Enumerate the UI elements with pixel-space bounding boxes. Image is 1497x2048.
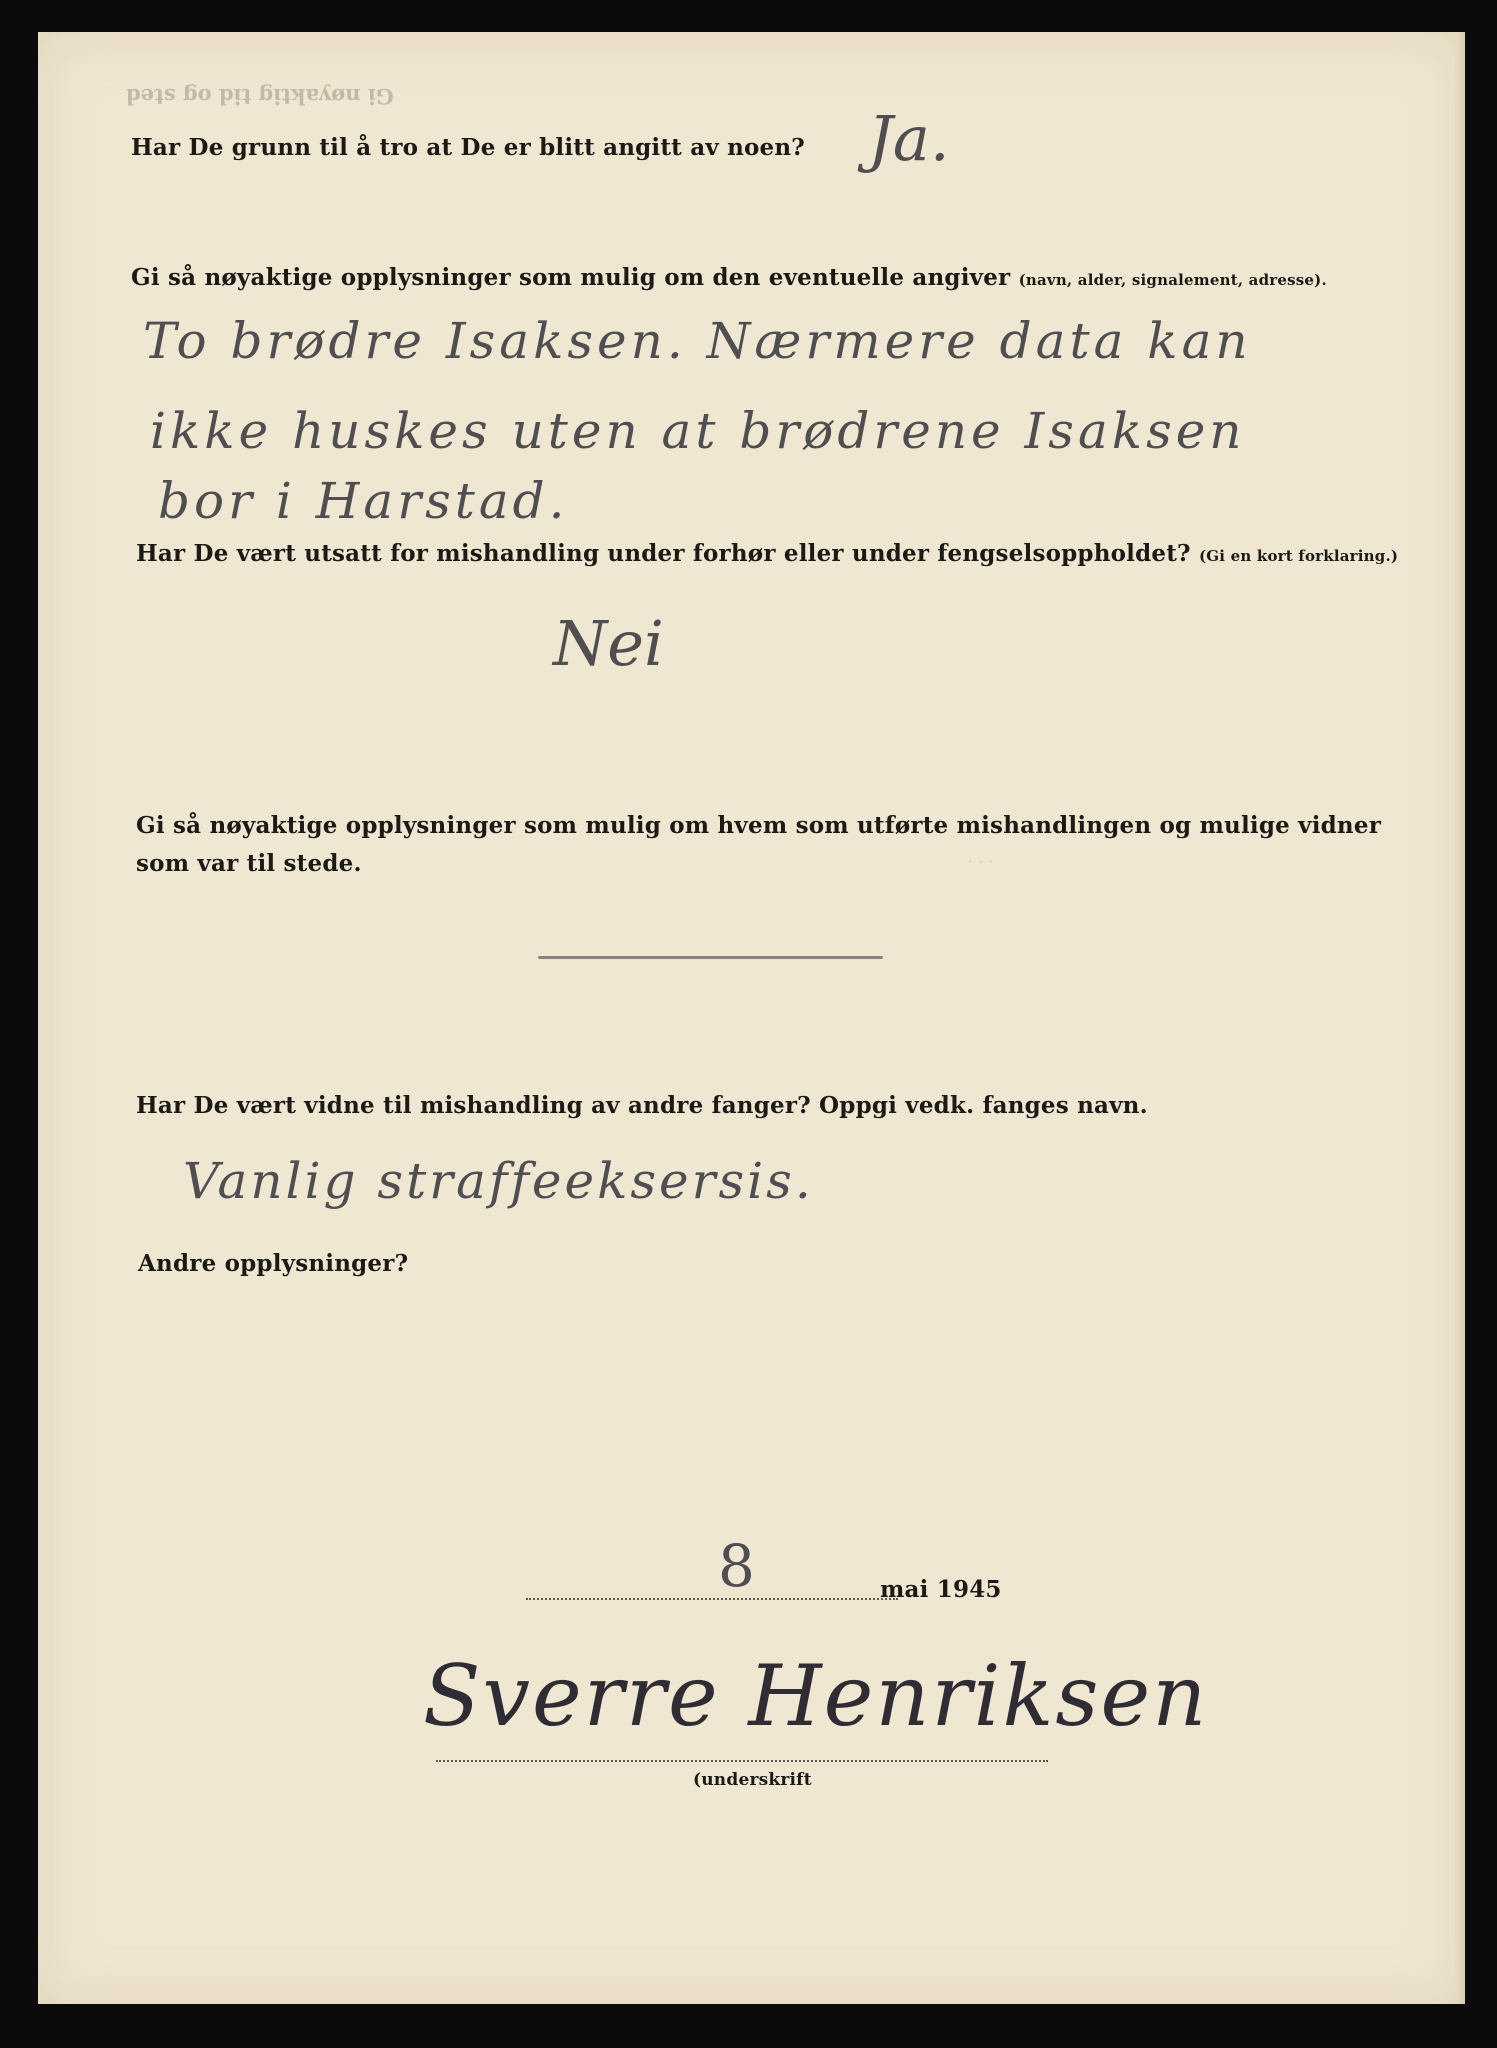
question-utforte-line-1: Gi så nøyaktige opplysninger som mulig om hvem som utførte mishandlingen og mulige vidner <box>136 812 1382 839</box>
question-mishandling <box>136 540 1398 567</box>
answer-mishandling: Nei <box>553 607 664 680</box>
question-mishandling-text: Har De vært utsatt for mishandling under forhør eller under fengselsoppholdet? <box>136 540 1191 567</box>
date-month-year: mai 1945 <box>880 1576 1002 1603</box>
question-angiver-hint: (navn, alder, signalement, adresse). <box>1018 271 1327 289</box>
question-vidne: Har De vært vidne til mishandling av andre fanger? Oppgi vedk. fanges navn. <box>136 1092 1148 1119</box>
document-page <box>38 32 1465 2004</box>
answer-angiver-line-2: ikke huskes uten at brødrene Isaksen <box>150 402 1246 460</box>
date-dotted-line <box>526 1598 898 1600</box>
bleed-through-text: Gi nøyaktig tid og sted <box>126 84 394 109</box>
signature: Sverre Henriksen <box>423 1647 1209 1745</box>
answer-vidne: Vanlig straffeeksersis. <box>183 1152 814 1210</box>
signature-caption: (underskrift <box>693 1770 812 1790</box>
bleed-through-marks: · · · <box>968 852 994 871</box>
answer-angitt: Ja. <box>868 102 950 175</box>
question-mishandling-hint: (Gi en kort forklaring.) <box>1198 547 1399 565</box>
question-angiver <box>131 264 1327 291</box>
answer-angiver-line-3: bor i Harstad. <box>158 472 569 530</box>
question-andre: Andre opplysninger? <box>138 1250 409 1277</box>
answer-utforte-dash <box>538 956 883 959</box>
answer-angiver-line-1: To brødre Isaksen. Nærmere data kan <box>143 312 1252 370</box>
question-angitt: Har De grunn til å tro at De er blitt angitt av noen? <box>131 134 805 161</box>
question-angiver-text: Gi så nøyaktige opplysninger som mulig om den eventuelle angiver <box>131 264 1011 291</box>
date-day: 8 <box>718 1532 755 1600</box>
signature-dotted-line <box>436 1760 1048 1762</box>
question-utforte-line-2: som var til stede. <box>136 850 362 877</box>
